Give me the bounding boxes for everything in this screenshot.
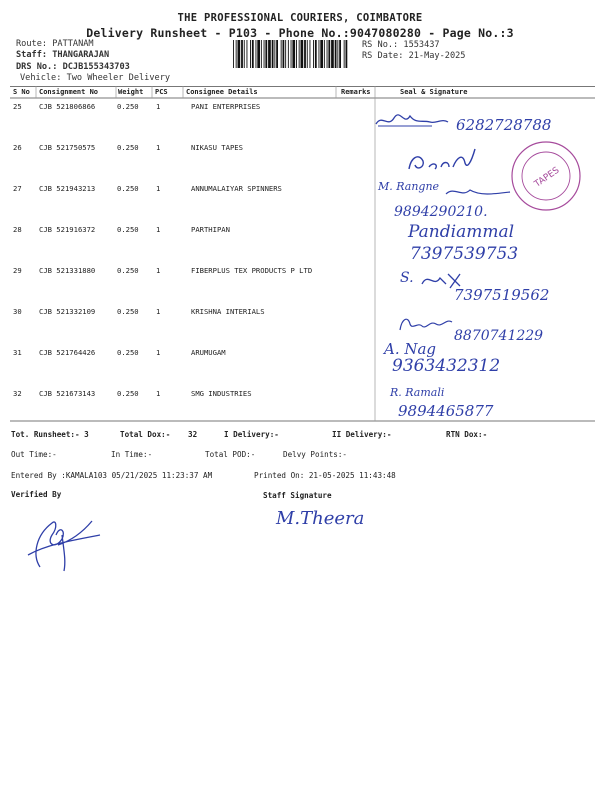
drs-number: DRS No.: DCJB155343703 bbox=[16, 62, 130, 72]
verifier-signature bbox=[22, 505, 108, 575]
route-label: Route: PATTANAM bbox=[16, 39, 94, 49]
barcode-bar bbox=[307, 40, 308, 68]
barcode-bar bbox=[276, 40, 278, 68]
handwritten-phone: 6282728788 bbox=[456, 116, 552, 134]
barcode-bar bbox=[291, 40, 292, 68]
row-weight: 0.250 bbox=[117, 348, 139, 357]
col-header-remarks: Remarks bbox=[341, 88, 371, 96]
barcode-bar bbox=[328, 40, 330, 68]
handwritten-flourish bbox=[444, 184, 514, 200]
row-consignee: ARUMUGAM bbox=[191, 348, 226, 357]
handwritten-name: S. bbox=[400, 270, 414, 286]
row-weight: 0.250 bbox=[117, 102, 139, 111]
row-consignee: KRISHNA INTERIALS bbox=[191, 307, 265, 316]
barcode-bar bbox=[265, 40, 267, 68]
company-stamp bbox=[510, 140, 582, 212]
barcode-bar bbox=[324, 40, 325, 68]
row-consignment: CJB 521943213 bbox=[39, 184, 96, 193]
row-consignee: PANI ENTERPRISES bbox=[191, 102, 261, 111]
barcode-bar bbox=[285, 40, 286, 68]
barcode-bar bbox=[264, 40, 265, 68]
handwritten-phone: 9894465877 bbox=[398, 402, 494, 420]
row-sno: 30 bbox=[13, 307, 22, 316]
handwritten-name: Pandiammal bbox=[408, 222, 515, 242]
barcode-bar bbox=[339, 40, 341, 68]
barcode-bar bbox=[320, 40, 323, 68]
row-consignment: CJB 521331880 bbox=[39, 266, 96, 275]
entered-by: Entered By :KAMALA103 05/21/2025 11:23:37 AM bbox=[11, 471, 213, 480]
verified-by-label: Verified By bbox=[11, 490, 62, 499]
barcode-bar bbox=[250, 40, 251, 68]
barcode-bar bbox=[238, 40, 241, 68]
row-pcs: 1 bbox=[156, 389, 161, 398]
row-pcs: 1 bbox=[156, 184, 161, 193]
row-consignee: NIKASU TAPES bbox=[191, 143, 243, 152]
total-pod-label: Total POD:- bbox=[205, 450, 256, 459]
row-consignee: PARTHIPAN bbox=[191, 225, 230, 234]
row-sno: 31 bbox=[13, 348, 22, 357]
staff-label: Staff: THANGARAJAN bbox=[16, 50, 110, 60]
barcode-bar bbox=[261, 40, 262, 68]
handwritten-name: R. Ramali bbox=[390, 386, 445, 399]
row-pcs: 1 bbox=[156, 102, 161, 111]
row-pcs: 1 bbox=[156, 225, 161, 234]
out-time-label: Out Time:- bbox=[11, 450, 57, 459]
total-dox-label: Total Dox:- bbox=[120, 430, 171, 439]
barcode-bar bbox=[283, 40, 285, 68]
row-weight: 0.250 bbox=[117, 389, 139, 398]
barcode-bar bbox=[331, 40, 334, 68]
col-header-consignment: Consignment No bbox=[39, 88, 99, 96]
row-consignment: CJB 521673143 bbox=[39, 389, 96, 398]
col-header-consignee: Consignee Details bbox=[186, 88, 258, 96]
barcode-bar bbox=[252, 40, 254, 68]
row-consignment: CJB 521750575 bbox=[39, 143, 96, 152]
row-sno: 28 bbox=[13, 225, 22, 234]
row-pcs: 1 bbox=[156, 143, 161, 152]
handwritten-signature bbox=[405, 143, 495, 177]
barcode-bar bbox=[301, 40, 304, 68]
barcode-bar bbox=[304, 40, 306, 68]
handwritten-phone: 9363432312 bbox=[392, 356, 501, 376]
barcode-bar bbox=[299, 40, 300, 68]
barcode-bar bbox=[346, 40, 348, 68]
barcode-bar bbox=[310, 40, 311, 68]
row-sno: 32 bbox=[13, 389, 22, 398]
handwritten-signature bbox=[396, 312, 456, 334]
handwritten-phone: 9894290210. bbox=[394, 204, 488, 220]
row-consignee: FIBERPLUS TEX PRODUCTS P LTD bbox=[191, 266, 313, 275]
col-header-pcs: PCS bbox=[155, 88, 168, 96]
barcode-bar bbox=[281, 40, 282, 68]
barcode-bar bbox=[292, 40, 295, 68]
barcode-bar bbox=[315, 40, 317, 68]
barcode-bar bbox=[247, 40, 248, 68]
barcode-bar bbox=[288, 40, 289, 68]
barcode-bar bbox=[327, 40, 328, 68]
handwritten-name: M. Rangne bbox=[378, 180, 440, 193]
row-sno: 26 bbox=[13, 143, 22, 152]
ii-delivery-label: II Delivery:- bbox=[332, 430, 392, 439]
in-time-label: In Time:- bbox=[111, 450, 153, 459]
document-title: THE PROFESSIONAL COURIERS, COIMBATORE bbox=[177, 12, 423, 24]
barcode-bar bbox=[241, 40, 243, 68]
barcode-bar bbox=[244, 40, 245, 68]
row-sno: 25 bbox=[13, 102, 22, 111]
barcode-bar bbox=[268, 40, 271, 68]
row-pcs: 1 bbox=[156, 266, 161, 275]
rs-number: RS No.: 1553437 bbox=[362, 40, 440, 50]
delvy-points-label: Delvy Points:- bbox=[283, 450, 348, 459]
row-weight: 0.250 bbox=[117, 143, 139, 152]
row-sno: 29 bbox=[13, 266, 22, 275]
barcode-bar bbox=[319, 40, 320, 68]
handwritten-phone: 8870741229 bbox=[454, 328, 544, 344]
runsheet-subtitle: Delivery Runsheet - P103 - Phone No.:9047080280 - Page No.:3 bbox=[86, 26, 514, 40]
row-consignee: SMG INDUSTRIES bbox=[191, 389, 252, 398]
barcode-bar bbox=[344, 40, 345, 68]
vehicle-label: Vehicle: Two Wheeler Delivery bbox=[20, 73, 171, 83]
total-runsheet: Tot. Runsheet:- 3 bbox=[11, 430, 89, 439]
handwritten-phone: 7397539753 bbox=[410, 244, 519, 264]
row-weight: 0.250 bbox=[117, 307, 139, 316]
col-header-weight: Weight bbox=[118, 88, 144, 96]
barcode-bar bbox=[233, 40, 234, 68]
total-dox-value: 32 bbox=[188, 430, 198, 439]
staff-signature-label: Staff Signature bbox=[263, 491, 332, 500]
svg-text:TAPES: TAPES bbox=[532, 165, 562, 190]
row-consignment: CJB 521806866 bbox=[39, 102, 96, 111]
staff-signature: M.Theera bbox=[276, 508, 365, 529]
handwritten-phone: 7397519562 bbox=[454, 286, 550, 304]
barcode bbox=[232, 40, 350, 68]
row-pcs: 1 bbox=[156, 307, 161, 316]
barcode-bar bbox=[296, 40, 297, 68]
rs-date: RS Date: 21-May-2025 bbox=[362, 51, 466, 61]
row-consignment: CJB 521916372 bbox=[39, 225, 96, 234]
barcode-bar bbox=[335, 40, 337, 68]
row-weight: 0.250 bbox=[117, 225, 139, 234]
row-sno: 27 bbox=[13, 184, 22, 193]
row-pcs: 1 bbox=[156, 348, 161, 357]
i-delivery-label: I Delivery:- bbox=[224, 430, 279, 439]
handwritten-signature bbox=[372, 110, 452, 132]
printed-on: Printed On: 21-05-2025 11:43:48 bbox=[254, 471, 396, 480]
row-weight: 0.250 bbox=[117, 184, 139, 193]
barcode-bar bbox=[313, 40, 314, 68]
barcode-bar bbox=[256, 40, 257, 68]
handwritten-name: A. Nag bbox=[384, 340, 437, 358]
barcode-bar bbox=[272, 40, 274, 68]
row-consignee: ANNUMALAIYAR SPINNERS bbox=[191, 184, 282, 193]
col-header-sno: S No bbox=[13, 88, 30, 96]
barcode-bar bbox=[236, 40, 237, 68]
barcode-bar bbox=[337, 40, 338, 68]
row-consignment: CJB 521332109 bbox=[39, 307, 96, 316]
rtn-dox-label: RTN Dox:- bbox=[446, 430, 488, 439]
barcode-bar bbox=[257, 40, 260, 68]
col-header-seal: Seal & Signature bbox=[400, 88, 468, 96]
row-weight: 0.250 bbox=[117, 266, 139, 275]
row-consignment: CJB 521764426 bbox=[39, 348, 96, 357]
barcode-bar bbox=[274, 40, 275, 68]
